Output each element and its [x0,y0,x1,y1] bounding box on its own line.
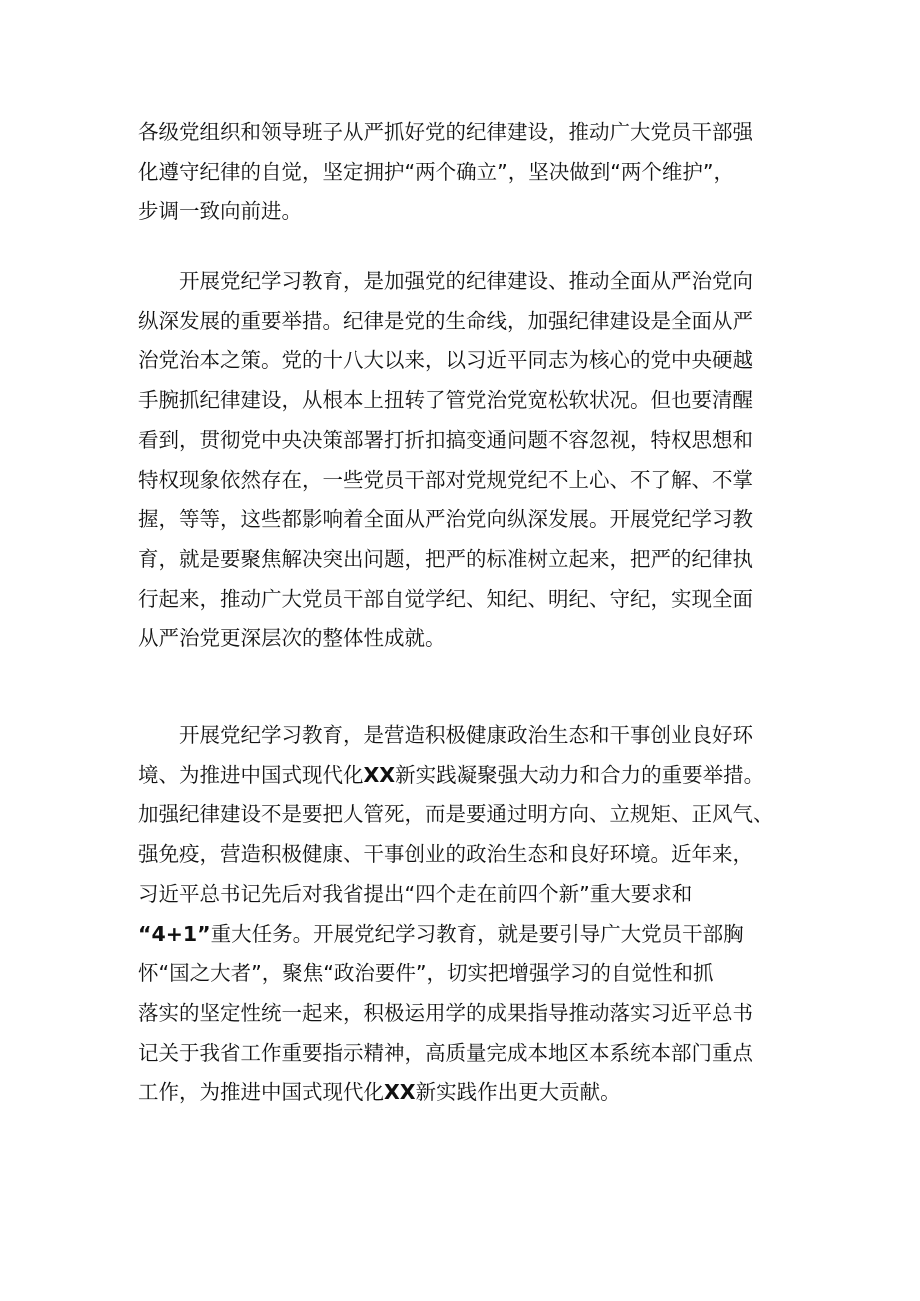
line-text: 开展党纪学习教育，是营造积极健康政治生态和干事创业良好环 [138,723,753,747]
line-text: 记关于我省工作重要指示精神，高质量完成本地区本系统本部门重点 [138,1040,753,1065]
text-line [138,756,798,796]
text-line [138,954,798,994]
line-text: 新实践凝聚强大动力和合力的重要举措。 [395,762,765,787]
line-text: 工作，为推进中国式现代化 [138,1080,384,1105]
bold-text: XX [363,762,396,787]
text-line: 看到，贯彻党中央决策部署打折扣搞变通问题不容忽视，特权思想和 [138,427,753,452]
text-line [138,1034,798,1074]
text-line: 手腕抓纪律建设，从根本上扭转了管党治党宽松软状况。但也要清醒 [138,388,753,413]
text-line [138,915,798,955]
paragraph-2 [138,262,798,659]
paragraph-1 [138,113,798,232]
bold-text: “4+1” [138,921,211,946]
text-line [138,994,798,1034]
text-line: 特权现象依然存在，一些党员干部对党规党纪不上心、不了解、不掌 [138,467,753,492]
text-line: 从严治党更深层次的整体性成就。 [138,626,446,651]
text-line [138,716,798,756]
line-text: 境、为推进中国式现代化 [138,762,364,787]
text-line: 纵深发展的重要举措。纪律是党的生命线，加强纪律建设是全面从严 [138,308,753,333]
text-line [138,835,798,875]
line-text: 落实的坚定性统一起来，积极运用学的成果指导推动落实习近平总书 [138,1000,753,1025]
line-text: 怀“国之大者”，聚焦“政治要件”，切实把增强学习的自觉性和抓 [138,961,714,986]
line-text: 重大任务。开展党纪学习教育，就是要引导广大党员干部胸 [210,921,744,946]
text-line: 行起来，推动广大党员干部自觉学纪、知纪、明纪、守纪，实现全面 [138,586,753,611]
text-line: 化遵守纪律的自觉，坚定拥护“两个确立”，坚决做到“两个维护”， [138,159,734,184]
paragraph-3 [138,716,798,1113]
text-line: 开展党纪学习教育，是加强党的纪律建设、推动全面从严治党向 [138,269,753,293]
bold-text: XX [384,1080,416,1105]
text-line: 各级党组织和领导班子从严抓好党的纪律建设，推动广大党员干部强 [138,120,753,144]
line-text: 强免疫，营造积极健康、干事创业的政治生态和良好环境。近年来， [138,842,753,867]
line-text: 加强纪律建设不是要把人管死，而是要通过明方向、立规矩、正风气、 [138,802,774,827]
line-text: 习近平总书记先后对我省提出“四个走在前四个新”重大要求和 [138,881,693,906]
text-line: 步调一致向前进。 [138,199,302,224]
text-line: 育，就是要聚焦解决突出问题，把严的标准树立起来，把严的纪律执 [138,546,753,571]
text-line [138,795,798,835]
text-line: 握，等等，这些都影响着全面从严治党向纵深发展。开展党纪学习教 [138,507,753,532]
text-line [138,875,798,915]
text-line [138,1073,798,1113]
line-text: 新实践作出更大贡献。 [415,1080,621,1105]
text-line: 治党治本之策。党的十八大以来，以习近平同志为核心的党中央硬越 [138,348,753,373]
